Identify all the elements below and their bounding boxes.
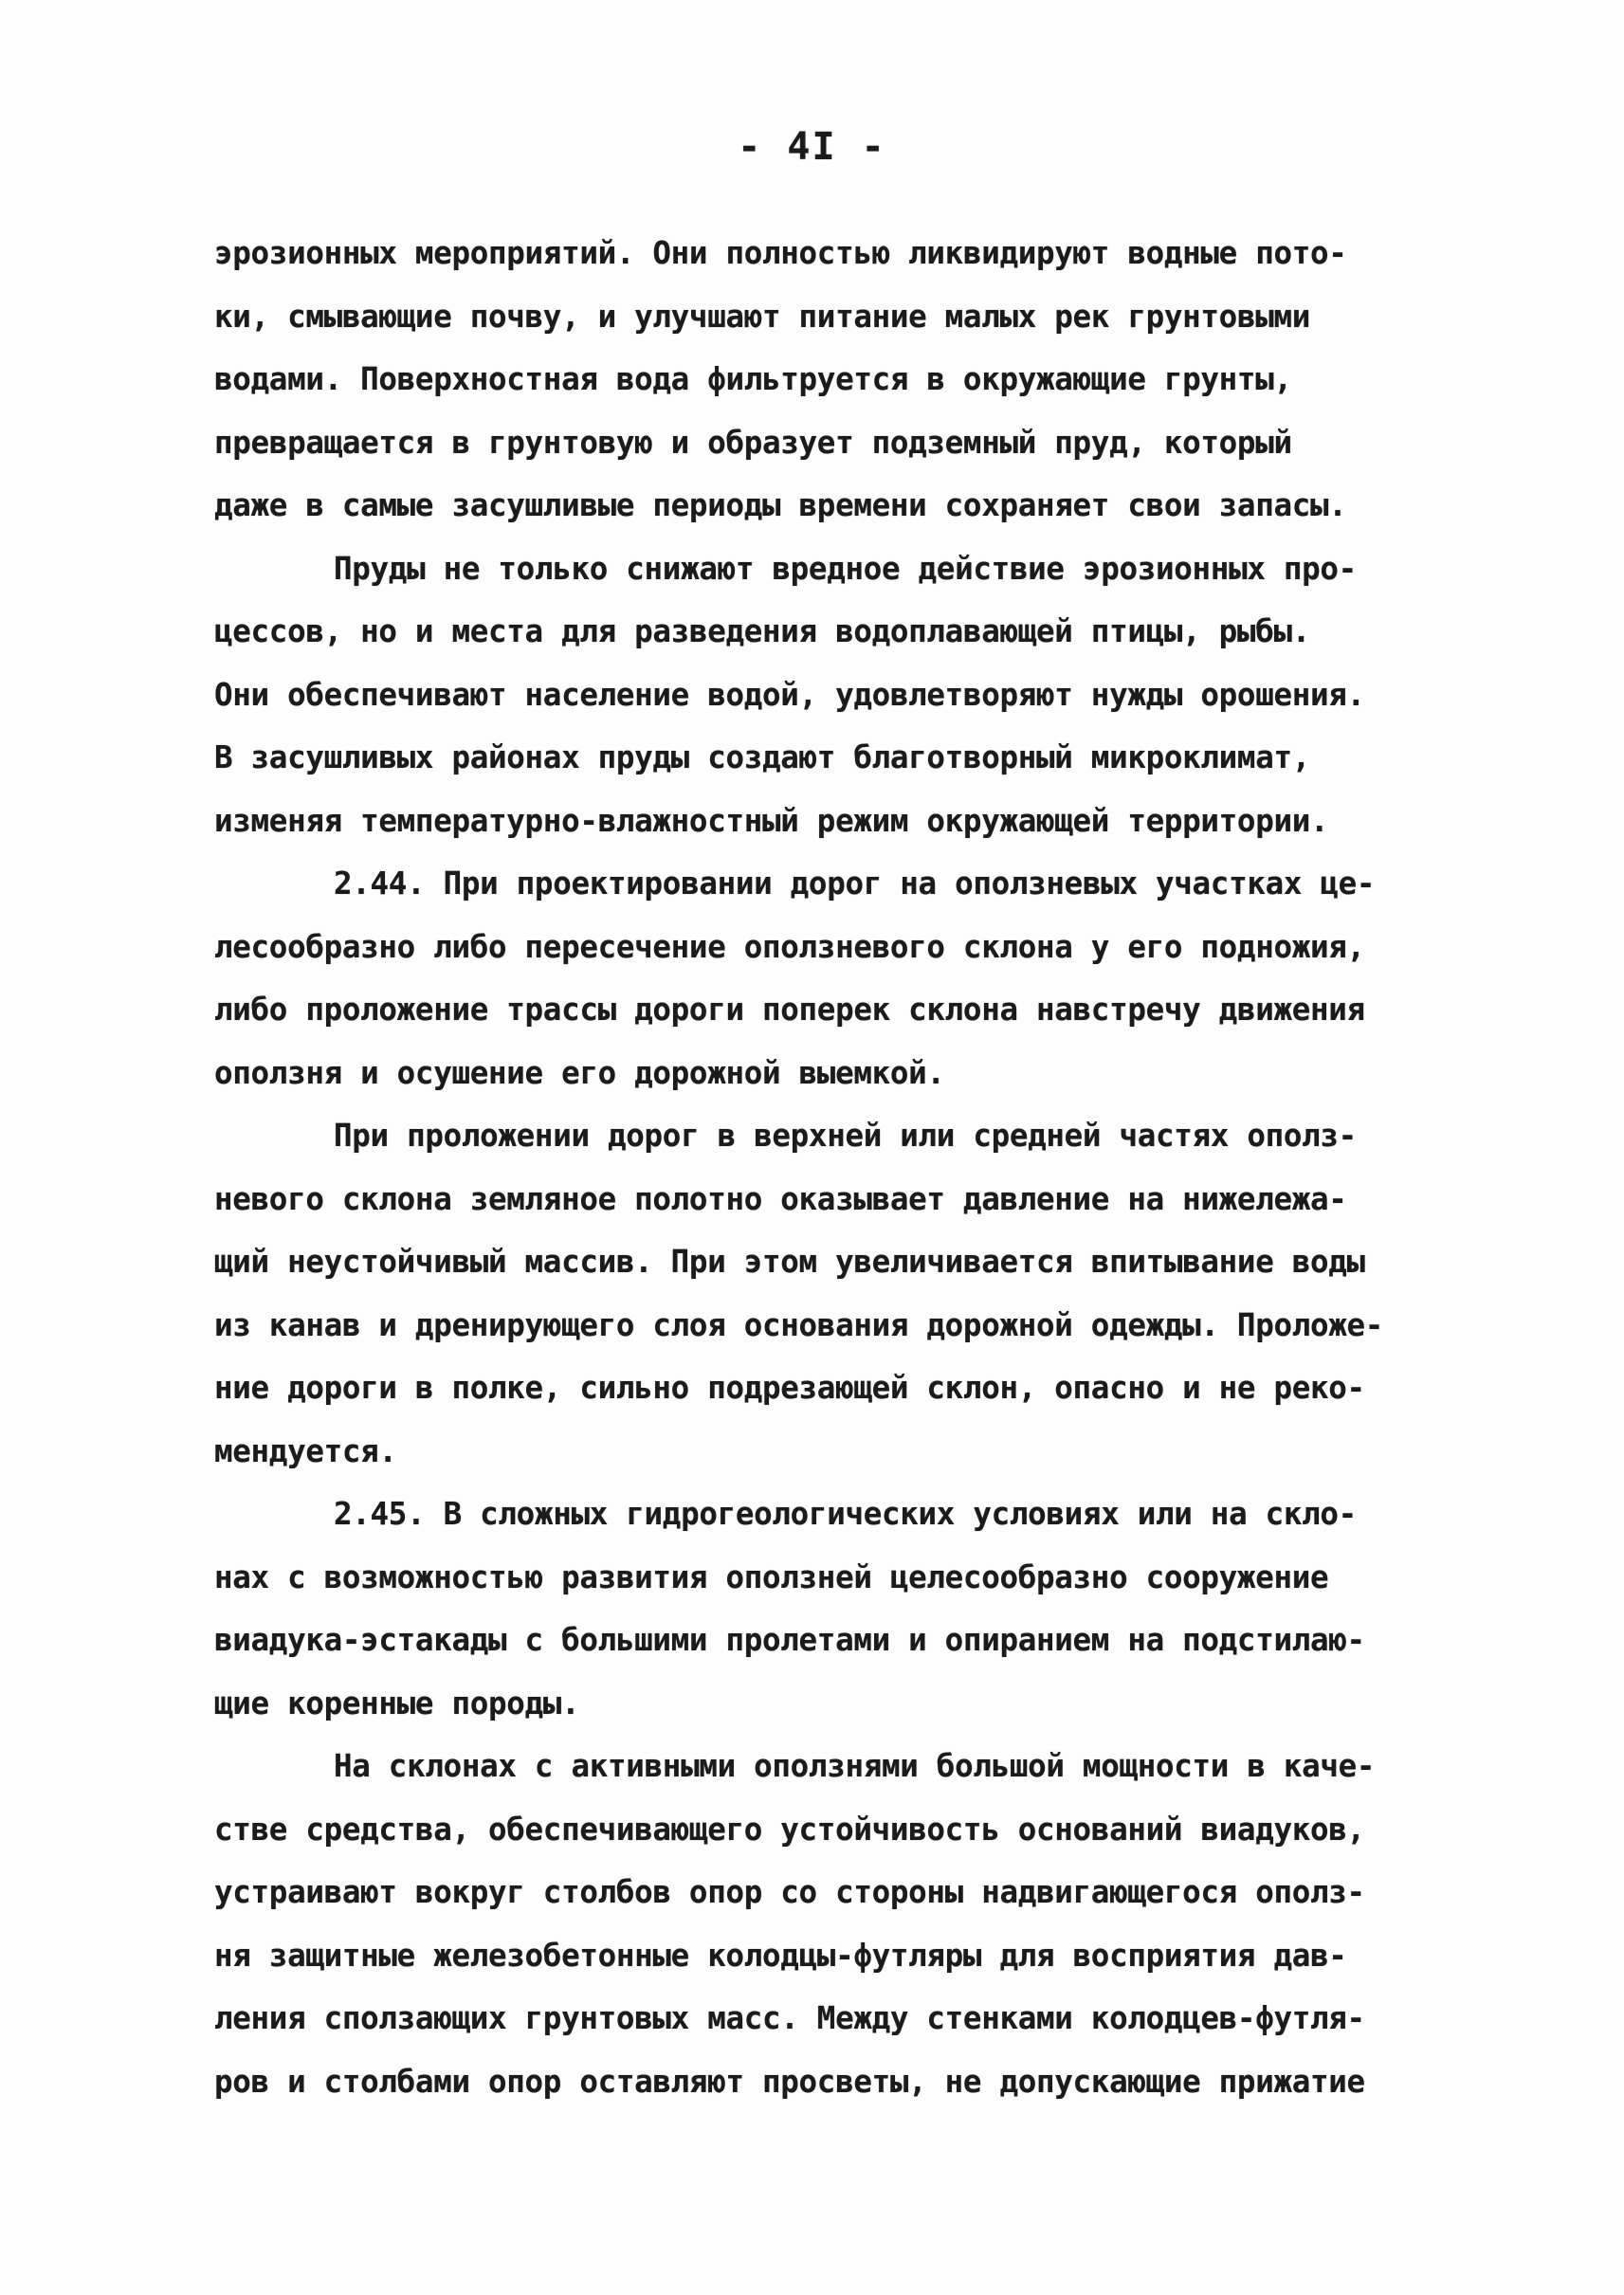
- text-line: ки, смывающие почву, и улучшают питание малых рек грунтовыми: [214, 298, 1310, 335]
- text-line: нах с возможностью развития оползней целесообразно сооружение: [214, 1558, 1329, 1595]
- text-line: изменяя температурно-влажностный режим окружающей территории.: [214, 802, 1329, 839]
- text-line: даже в самые засушливые периоды времени сохраняет свои запасы.: [214, 487, 1347, 523]
- text-line: На склонах с активными оползнями большой мощности в каче-: [334, 1748, 1376, 1784]
- text-line: лесообразно либо пересечение оползневого склона у его подножия,: [214, 928, 1365, 965]
- text-line: щие коренные породы.: [214, 1685, 580, 1721]
- text-line: При проложении дорог в верхней или средней частях ополз-: [334, 1118, 1357, 1154]
- text-line: оползня и осушение его дорожной выемкой.: [214, 1054, 945, 1091]
- text-line: 2.44. При проектировании дорог на оползневых участках це-: [334, 865, 1376, 902]
- text-line: превращается в грунтовую и образует подземный пруд, который: [214, 424, 1292, 461]
- page-number: - 4I -: [738, 125, 886, 169]
- text-line: эрозионных мероприятий. Они полностью ликвидируют водные пото-: [214, 235, 1347, 271]
- text-line: ня защитные железобетонные колодцы-футляры для восприятия дав-: [214, 1937, 1347, 1974]
- text-line: ров и столбами опор оставляют просветы, не допускающие прижатие: [214, 2063, 1365, 2100]
- text-line: ние дороги в полке, сильно подрезающей склон, опасно и не реко-: [214, 1370, 1365, 1406]
- text-line: водами. Поверхностная вода фильтруется в окружающие грунты,: [214, 361, 1292, 397]
- text-line: щий неустойчивый массив. При этом увеличивается впитывание воды: [214, 1244, 1365, 1280]
- text-line: Они обеспечивают население водой, удовлетворяют нужды орошения.: [214, 676, 1365, 713]
- text-line: цессов, но и места для разведения водоплавающей птицы, рыбы.: [214, 613, 1310, 649]
- text-line: виадука-эстакады с большими пролетами и опиранием на подстилаю-: [214, 1622, 1365, 1658]
- text-line: невого склона земляное полотно оказывает давление на нижележа-: [214, 1180, 1347, 1217]
- text-line: из канав и дренирующего слоя основания дорожной одежды. Проложе-: [214, 1306, 1384, 1343]
- text-line: ления сползающих грунтовых масс. Между стенками колодцев-футля-: [214, 2000, 1365, 2036]
- text-line: либо проложение трассы дороги поперек склона навстречу движения: [214, 992, 1365, 1028]
- text-line: стве средства, обеспечивающего устойчивость оснований виадуков,: [214, 1811, 1365, 1848]
- text-line: В засушливых районах пруды создают благотворный микроклимат,: [214, 739, 1310, 775]
- text-line: устраивают вокруг столбов опор со стороны надвигающегося ополз-: [214, 1874, 1365, 1910]
- text-line: Пруды не только снижают вредное действие эрозионных про-: [334, 550, 1357, 587]
- body-text: [214, 222, 1437, 2113]
- text-line: мендуется.: [214, 1432, 397, 1469]
- text-line: 2.45. В сложных гидрогеологических условиях или на скло-: [334, 1496, 1357, 1532]
